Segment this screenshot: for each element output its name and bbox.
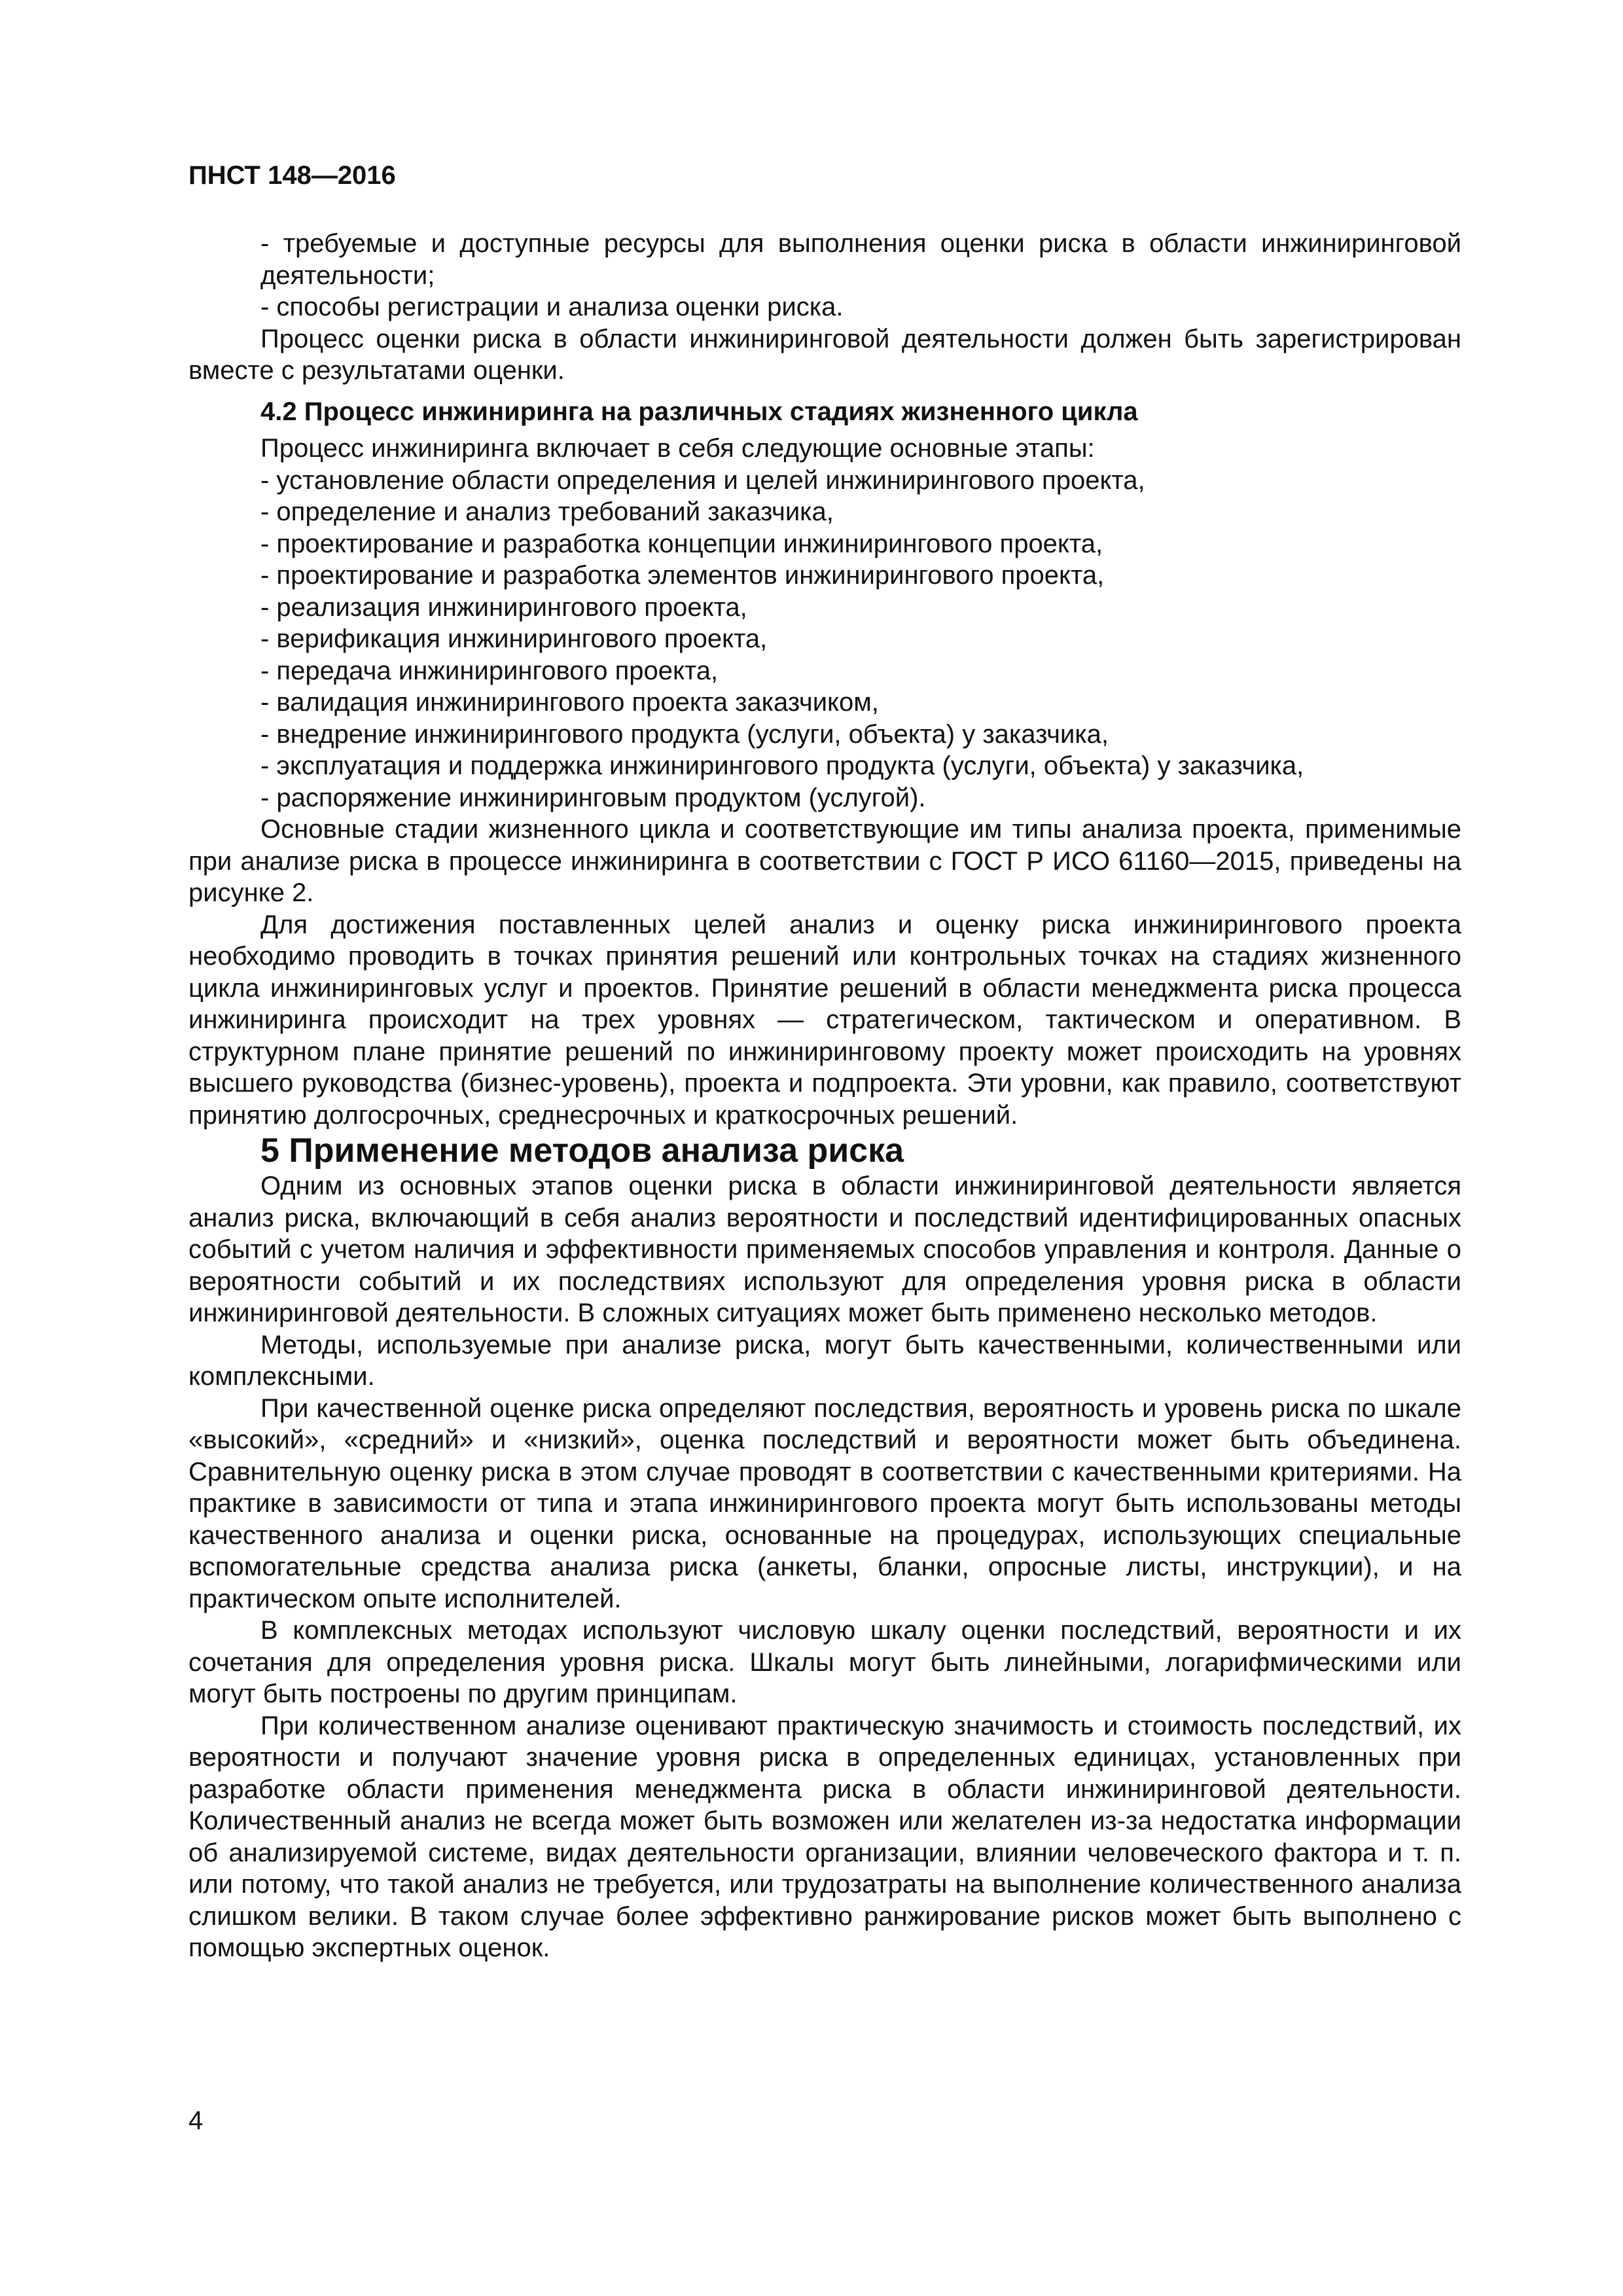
paragraph: При качественной оценке риска определяют последствия, вероятность и уровень риска по шкале «высокий», «средний» и «низкий», оценка последствий и вероятности может быть объединена. Сравнительную оценку риска в этом случае проводят в соответствии с качественными критериями. На практике в зависимости от типа и этапа инжинирингового проекта могут быть использованы методы качественного анализа и оценки риска, основанные на процедурах, использующих специальные вспомогательные средства анализа риска (анкеты, бланки, опросные листы, инструкции), и на практическом опыте исполнителей. (188, 1393, 1461, 1613)
list-item: - реализация инжинирингового проекта, (260, 592, 747, 622)
list-item: - верификация инжинирингового проекта, (260, 624, 768, 653)
paragraph: Методы, используемые при анализе риска, могут быть качественными, количественными или комплексными. (188, 1330, 1461, 1391)
list-item: - эксплуатация и поддержка инжинирингового продукта (услуги, объекта) у заказчика, (260, 751, 1304, 780)
list-item: - определение и анализ требований заказчика, (260, 497, 834, 526)
paragraph: Для достижения поставленных целей анализ и оценку риска инжинирингового проекта необходимо проводить в точках принятия решений или контрольных точках на стадиях жизненного цикла инжиниринговых услуг и проектов. Принятие решений в области менеджмента риска процесса инжиниринга происходит на трех уровнях — стратегическом, тактическом и оперативном. В структурном плане принятие решений по инжиниринговому проекту может происходить на уровнях высшего руководства (бизнес-уровень), проекта и подпроекта. Эти уровни, как правило, соответствуют принятию долгосрочных, среднесрочных и краткосрочных решений. (188, 910, 1461, 1130)
document-body (188, 228, 1461, 1964)
paragraph: При количественном анализе оценивают практическую значимость и стоимость последствий, их вероятности и получают значение уровня риска в определенных единицах, установленных при разработке области применения менеджмента риска в области инжиниринговой деятельности. Количественный анализ не всегда может быть возможен или желателен из-за недостатка информации об анализируемой системе, видах деятельности организации, влиянии человеческого фактора и т. п. или потому, что такой анализ не требуется, или трудозатраты на выполнение количественного анализа слишком велики. В таком случае более эффективно ранжирование рисков может быть выполнено с помощью экспертных оценок. (188, 1711, 1461, 1962)
intro-list (188, 228, 1461, 323)
paragraph: Процесс оценки риска в области инжиниринговой деятельности должен быть зарегистрирован вместе с результатами оценки. (188, 324, 1461, 385)
list-item: - передача инжинирингового проекта, (260, 656, 719, 685)
list-item: - установление области определения и целей инжинирингового проекта, (260, 465, 1145, 495)
paragraph: В комплексных методах используют числовую шкалу оценки последствий, вероятности и их сочетания для определения уровня риска. Шкалы могут быть линейными, логарифмическими или могут быть построены по другим принципам. (188, 1616, 1461, 1708)
list-item: - проектирование и разработка элементов инжинирингового проекта, (260, 561, 1105, 590)
section-5-heading: 5 Применение методов анализа риска (260, 1132, 904, 1170)
page-number: 4 (188, 2106, 204, 2135)
section-4-2-heading: 4.2 Процесс инжиниринга на различных стадиях жизненного цикла (260, 397, 1138, 426)
document-code: ПНСТ 148—2016 (188, 161, 396, 190)
paragraph: Основные стадии жизненного цикла и соответствующие им типы анализа проекта, применимые при анализе риска в процессе инжиниринга в соответствии с ГОСТ Р ИСО 61160—2015, приведены на рисунке 2. (188, 815, 1461, 907)
paragraph: Процесс инжиниринга включает в себя следующие основные этапы: (260, 434, 1095, 463)
stages-list (188, 465, 1461, 814)
list-item: - способы регистрации и анализа оценки риска. (260, 293, 844, 321)
paragraph: Одним из основных этапов оценки риска в области инжиниринговой деятельности является анализ риска, включающий в себя анализ вероятности и последствий идентифицированных опасных событий с учетом наличия и эффективности применяемых способов управления и контроля. Данные о вероятности событий и их последствиях используют для определения уровня риска в области инжиниринговой деятельности. В сложных ситуациях может быть применено несколько методов. (188, 1172, 1461, 1327)
list-item: - распоряжение инжиниринговым продуктом (услугой). (260, 783, 926, 812)
list-item: - требуемые и доступные ресурсы для выполнения оценки риска в области инжиниринговой деятельности; (260, 229, 1461, 290)
list-item: - проектирование и разработка концепции инжинирингового проекта, (260, 529, 1103, 558)
list-item: - внедрение инжинирингового продукта (услуги, объекта) у заказчика, (260, 719, 1109, 749)
list-item: - валидация инжинирингового проекта заказчиком, (260, 688, 879, 717)
